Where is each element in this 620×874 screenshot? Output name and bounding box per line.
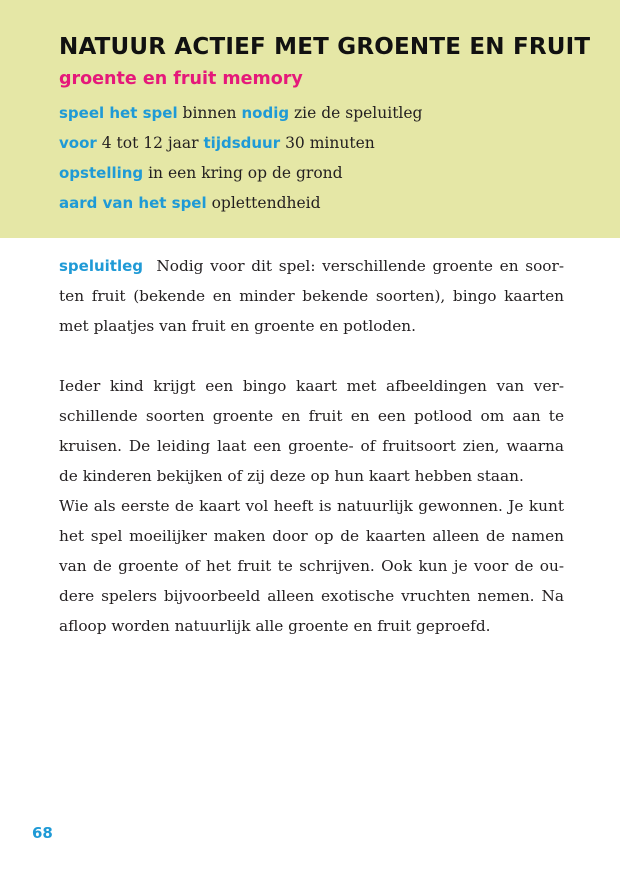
detail-value: 4 tot 12 jaar [96,134,204,152]
text-line: Wie als eerste de kaart vol heeft is natuurlijk gewonnen. Je kunt [59,497,564,515]
main-paragraph [59,371,564,641]
page-number: 68 [32,824,53,842]
detail-key: tijdsduur [203,134,281,152]
detail-key: aard van het spel [59,194,207,212]
detail-value: oplettendheid [206,194,321,212]
text-line: schillende soorten groente en fruit en een potlood om aan te [59,407,564,425]
intro-label: speluitleg [59,257,144,275]
text-line: met plaatjes van fruit en groente en potloden. [59,317,416,335]
detail-value: binnen [177,104,242,122]
detail-line-setup [59,164,343,182]
text-line: van de groente of het fruit te schrijven. Ook kun je voor de ou- [59,557,564,575]
game-subtitle: groente en fruit memory [59,69,303,89]
page-title: NATUUR ACTIEF MET GROENTE EN FRUIT [59,34,591,60]
text-line: ten fruit (bekende en minder bekende soorten), bingo kaarten [59,287,564,305]
text-line: afloop worden natuurlijk alle groente en fruit geproefd. [59,617,491,635]
detail-value: zie de speluitleg [289,104,423,122]
text-line: dere spelers bijvoorbeeld alleen exotische vruchten nemen. Na [59,587,564,605]
detail-line-location [59,104,422,122]
detail-key: opstelling [59,164,144,182]
intro-paragraph [59,251,564,341]
detail-key: voor [59,134,97,152]
text-line [59,251,564,281]
detail-value: 30 minuten [280,134,375,152]
body-text [59,251,564,641]
text-line-content: Nodig voor dit spel: verschillende groente en soor- [156,257,564,275]
detail-value: in een kring op de grond [143,164,343,182]
text-line: Ieder kind krijgt een bingo kaart met afbeeldingen van ver- [59,377,564,395]
header-panel [0,0,620,238]
detail-key: speel het spel [59,104,178,122]
text-line: het spel moeilijker maken door op de kaarten alleen de namen [59,527,564,545]
detail-key: nodig [241,104,290,122]
detail-line-type [59,194,321,212]
detail-line-age [59,134,375,152]
text-line: kruisen. De leiding laat een groente- of fruitsoort zien, waarna [59,437,564,455]
text-line: de kinderen bekijken of zij deze op hun kaart hebben staan. [59,467,524,485]
